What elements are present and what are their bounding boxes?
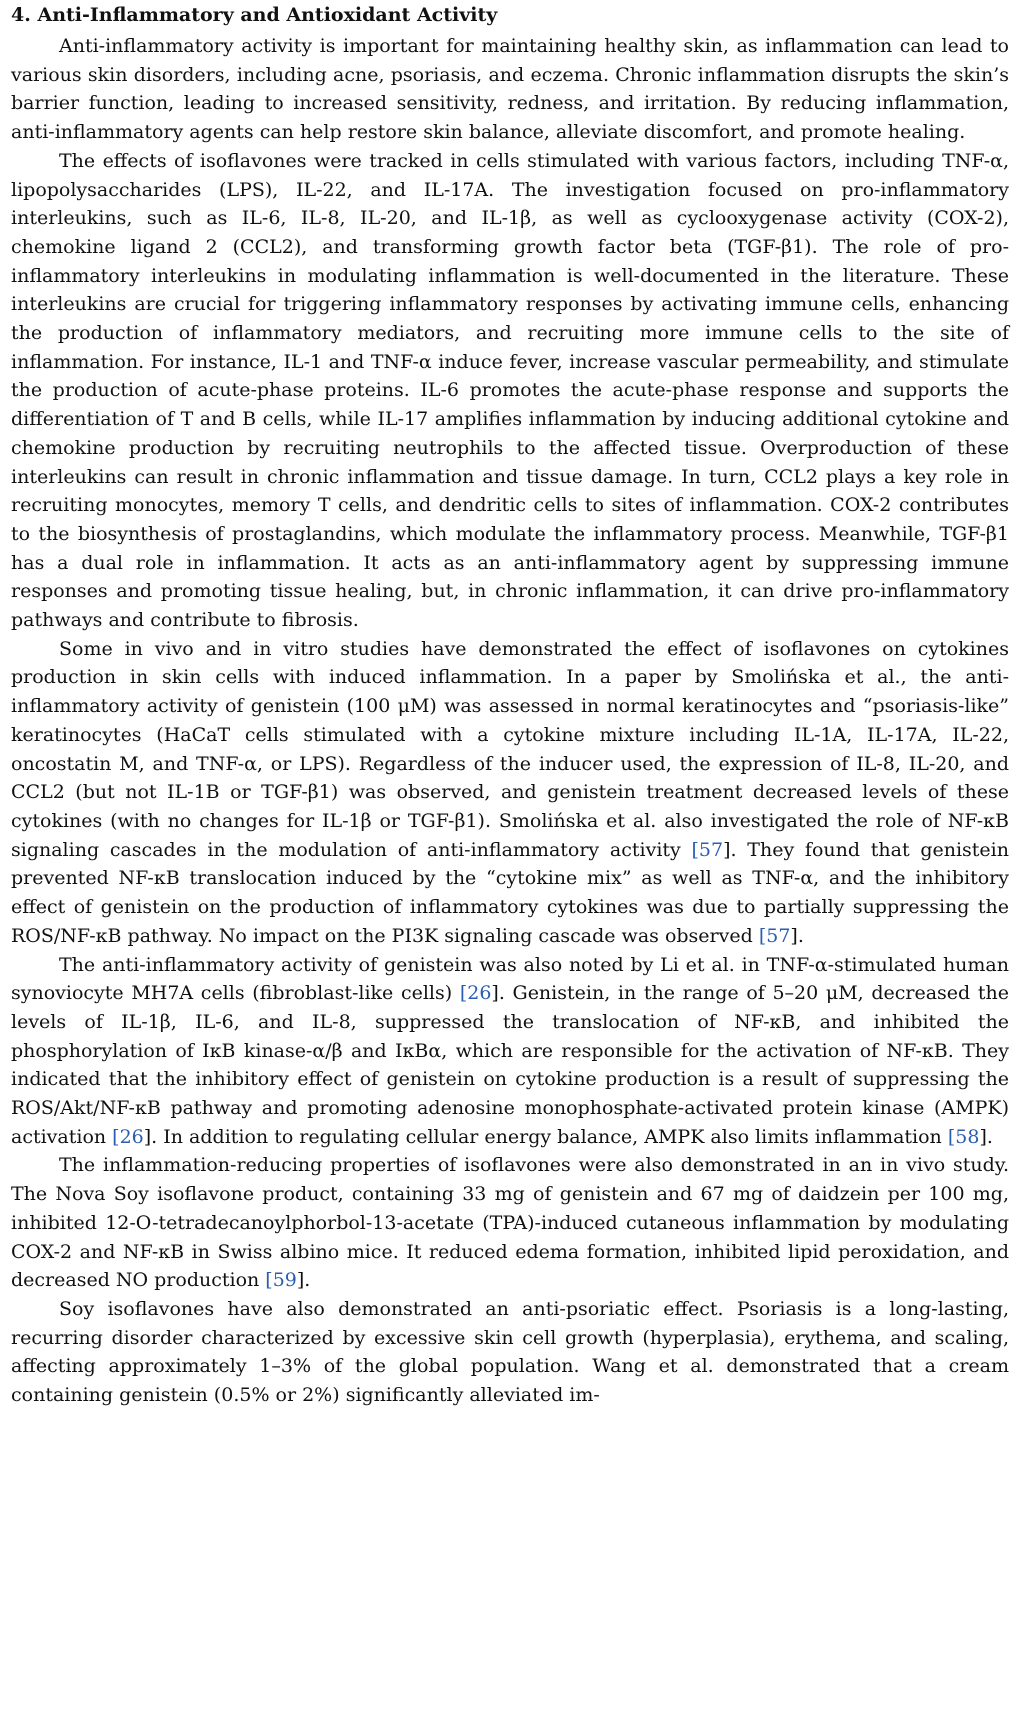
paragraph-text: ].: [979, 1125, 993, 1148]
citation-link[interactable]: [26: [112, 1125, 144, 1148]
citation-link[interactable]: [26: [459, 982, 492, 1005]
paragraph-text: The inflammation-reducing properties of isoflavones were also demonstrated in an in vivo study. The Nova Soy isoflavone product, containing 33 mg of genistein and 67 mg of daidzein per 100 mg, inhibited 12-O-tetradecanoylphorbol-13-acetate (TPA)-induced cutaneous inflammation by modulating COX-2 and NF-κB in Swiss albino mice. It reduced edema formation, inhibited lipid peroxidation, and decreased NO production: [11, 1154, 1009, 1292]
paragraph-text: Some in vivo and in vitro studies have demonstrated the effect of isoflavones on cytokines production in skin cells with induced inflammation. In a paper by Smolińska et al., the anti-inflammatory activity of genistein (100 μM) was assessed in normal keratinocytes and “psoriasis-like” keratinocytes (HaCaT cells stimulated with a cytokine mixture including IL-1A, IL-17A, IL-22, oncostatin M, and TNF-α, or LPS). Regardless of the inducer used, the expression of IL-8, IL-20, and CCL2 (but not IL-1B or TGF-β1) was observed, and genistein treatment decreased levels of these cytokines (with no changes for IL-1β or TGF-β1). Smolińska et al. also investigated the role of NF-κB signaling cascades in the modulation of anti-inflammatory activity: [11, 637, 1009, 861]
paragraph-text: ].: [296, 1269, 311, 1292]
citation-link[interactable]: [58: [947, 1125, 980, 1148]
paragraph-text: ]. They found that genistein prevented NF-κB translocation induced by the “cytokine mix” as well as TNF-α, and the inhibitory effect of genistein on the production of inflammatory cytokines was due to partially suppressing the ROS/NF-κB pathway. No impact on the PI3K signaling cascade was observed: [11, 838, 1009, 947]
paragraph-text: ]. Genistein, in the range of 5–20 μM, decreased the levels of IL-1β, IL-6, and IL-8, suppressed the translocation of NF-κB, and inhibited the phosphorylation of IκB kinase-α/β and IκBα, which are responsible for the activation of NF-κB. They indicated that the inhibitory effect of genistein on cytokine production is a result of suppressing the ROS/Akt/NF-κB pathway and promoting adenosine monophosphate-activated protein kinase (AMPK) activation: [11, 982, 1009, 1148]
paragraph-text: Soy isoflavones have also demonstrated an anti-psoriatic effect. Psoriasis is a long-lasting, recurring disorder characterized by excessive skin cell growth (hyperplasia), erythema, and scaling, affecting approximately 1–3% of the global population. Wang et al. demonstrated that a cream containing genistein (0.5% or 2%) significantly alleviated im-: [11, 1297, 1009, 1407]
paragraph-text: Anti-inflammatory activity is important for maintaining healthy skin, as inflammation can lead to various skin disorders, including acne, psoriasis, and eczema. Chronic inflammation disrupts the skin’s barrier function, leading to increased sensitivity, redness, and irritation. By reducing inflammation, anti-inflammatory agents can help restore skin balance, alleviate discomfort, and promote healing.: [11, 35, 1009, 144]
paragraph-smolinska: [11, 635, 1009, 951]
citation-link[interactable]: [57: [758, 924, 791, 947]
paragraph-in-vivo: [11, 1151, 1009, 1295]
paragraph-li: [11, 951, 1009, 1152]
article-page: [0, 2, 1016, 1410]
paragraph-text: ]. In addition to regulating cellular energy balance, AMPK also limits inflammation: [143, 1125, 948, 1148]
paragraph-psoriasis: [11, 1295, 1009, 1410]
paragraph-cytokines: [11, 147, 1009, 635]
paragraph-text: The anti-inflammatory activity of genistein was also noted by Li et al. in TNF-α-stimulated human synoviocyte MH7A cells (fibroblast-like cells): [11, 953, 1009, 1005]
paragraph-text: The effects of isoflavones were tracked in cells stimulated with various factors, including TNF-α, lipopolysaccharides (LPS), IL-22, and IL-17A. The investigation focused on pro-inflammatory interleukins, such as IL-6, IL-8, IL-20, and IL-1β, as well as cyclooxygenase activity (COX-2), chemokine ligand 2 (CCL2), and transforming growth factor beta (TGF-β1). The role of pro-inflammatory interleukins in modulating inflammation is well-documented in the literature. These interleukins are crucial for triggering inflammatory responses by activating immune cells, enhancing the production of inflammatory mediators, and recruiting more immune cells to the site of inflammation. For instance, IL-1 and TNF-α induce fever, increase vascular permeability, and stimulate the production of acute-phase proteins. IL-6 promotes the acute-phase response and supports the differentiation of T and B cells, while IL-17 amplifies inflammation by inducing additional cytokine and chemokine production by recruiting neutrophils to the affected tissue. Overproduction of these interleukins can result in chronic inflammation and tissue damage. In turn, CCL2 plays a key role in recruiting monocytes, memory T cells, and dendritic cells to sites of inflammation. COX-2 contributes to the biosynthesis of prostaglandins, which modulate the inflammatory process. Meanwhile, TGF-β1 has a dual role in inflammation. It acts as an anti-inflammatory agent by suppressing immune responses and promoting tissue healing, but, in chronic inflammation, it can drive pro-inflammatory pathways and contribute to fibrosis.: [11, 149, 1009, 632]
citation-link[interactable]: [57: [691, 838, 724, 861]
citation-link[interactable]: [59: [265, 1269, 297, 1292]
paragraph-intro: [11, 32, 1009, 147]
section-heading: 4. Anti-Inflammatory and Antioxidant Activity: [11, 4, 498, 26]
paragraph-text: ].: [790, 924, 804, 947]
